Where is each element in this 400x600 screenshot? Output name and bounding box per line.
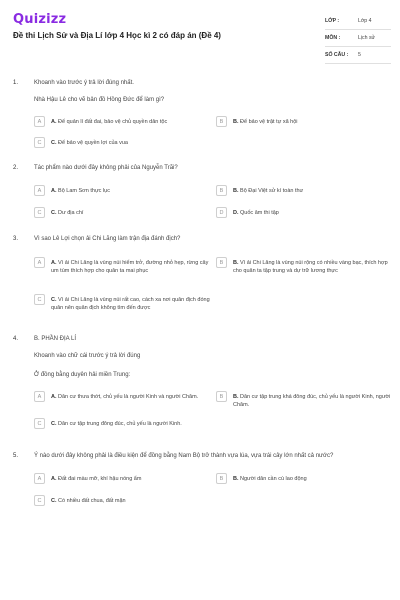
option-box[interactable]: C bbox=[34, 495, 45, 506]
option-letter: D. bbox=[233, 209, 239, 216]
option-c[interactable] bbox=[34, 137, 214, 148]
option-content: Vì ải Chi Lăng là vùng núi rộng có nhiều vàng bạc, thích hợp cho quân ta tập trung và dự trữ lương thực bbox=[233, 259, 388, 274]
option-letter: C. bbox=[51, 420, 57, 427]
question-text: Vì sao Lê Lợi chọn ải Chi Lăng làm trận địa đánh địch? bbox=[34, 236, 181, 242]
meta-row-count bbox=[325, 47, 391, 64]
question-5 bbox=[13, 453, 393, 513]
question-3 bbox=[13, 236, 393, 326]
question-number: 3. bbox=[13, 236, 19, 242]
option-content: Bộ Lam Sơn thực lục bbox=[58, 187, 110, 194]
option-letter: A. bbox=[51, 393, 57, 400]
option-a[interactable] bbox=[34, 185, 214, 196]
option-box[interactable]: C bbox=[34, 294, 45, 305]
question-number: 2. bbox=[13, 165, 19, 171]
option-box[interactable]: B bbox=[216, 257, 227, 268]
option-letter: B. bbox=[233, 187, 239, 194]
option-letter: A. bbox=[51, 259, 57, 266]
option-box[interactable]: C bbox=[34, 418, 45, 429]
meta-value: Lớp 4 bbox=[358, 18, 372, 24]
option-box[interactable]: C bbox=[34, 137, 45, 148]
option-a[interactable] bbox=[34, 473, 214, 484]
question-number: 4. bbox=[13, 336, 19, 342]
option-letter: B. bbox=[233, 475, 239, 482]
option-text bbox=[233, 257, 391, 275]
option-box[interactable]: B bbox=[216, 391, 227, 402]
option-content: Có nhiều đất chua, đất mặn bbox=[58, 497, 126, 504]
option-text bbox=[51, 391, 211, 401]
option-c[interactable] bbox=[34, 294, 214, 312]
option-box[interactable]: B bbox=[216, 185, 227, 196]
meta-value: Lịch sử bbox=[358, 35, 376, 41]
question-text: Ý nào dưới đây không phải là điều kiện để đồng bằng Nam Bộ trở thành vựa lúa, vựa trái cây lớn nhất cả nước? bbox=[34, 453, 334, 459]
option-text bbox=[51, 137, 128, 147]
option-b[interactable] bbox=[216, 473, 386, 484]
meta-value: 5 bbox=[358, 52, 361, 58]
option-letter: B. bbox=[233, 393, 239, 400]
question-4 bbox=[13, 336, 393, 446]
option-text bbox=[51, 294, 211, 312]
option-box[interactable]: A bbox=[34, 473, 45, 484]
option-letter: A. bbox=[51, 118, 57, 125]
option-text bbox=[51, 185, 110, 195]
option-c[interactable] bbox=[34, 418, 214, 429]
option-text bbox=[51, 257, 211, 275]
option-letter: C. bbox=[51, 497, 57, 504]
option-box[interactable]: D bbox=[216, 207, 227, 218]
option-content: Để bảo vệ quyền lợi của vua bbox=[58, 139, 128, 146]
option-a[interactable] bbox=[34, 116, 214, 127]
option-letter: B. bbox=[233, 259, 239, 266]
option-content: Dân cư tập trung khá đông đúc, chủ yếu là người Kinh, người Chăm. bbox=[233, 393, 391, 408]
question-number: 1. bbox=[13, 80, 19, 86]
option-text bbox=[233, 116, 298, 126]
option-box[interactable]: B bbox=[216, 473, 227, 484]
meta-row-class bbox=[325, 13, 391, 30]
option-box[interactable]: A bbox=[34, 185, 45, 196]
option-box[interactable]: A bbox=[34, 257, 45, 268]
question-text: Khoanh vào trước ý trả lời đúng nhất. bbox=[34, 80, 134, 86]
quizizz-logo: Quizizz bbox=[13, 12, 67, 27]
option-content: Bộ Đại Việt sử kí toàn thư bbox=[240, 187, 304, 194]
option-letter: A. bbox=[51, 475, 57, 482]
question-instruction: Khoanh vào chữ cái trước ý trả lời đúng bbox=[34, 353, 141, 359]
option-letter: C. bbox=[51, 139, 57, 146]
option-a[interactable] bbox=[34, 257, 214, 275]
option-content: Dân cư thưa thớt, chủ yếu là người Kinh và người Chăm. bbox=[58, 393, 199, 400]
option-text bbox=[51, 495, 126, 505]
section-heading: B. PHẦN ĐỊA LÍ bbox=[34, 336, 77, 342]
option-letter: C. bbox=[51, 209, 57, 216]
option-text bbox=[233, 391, 391, 409]
option-c[interactable] bbox=[34, 495, 214, 506]
option-c[interactable] bbox=[34, 207, 214, 218]
question-1 bbox=[13, 80, 393, 160]
question-prompt: Ở đồng bằng duyên hải miền Trung: bbox=[34, 372, 131, 378]
option-b[interactable] bbox=[216, 116, 386, 127]
question-number: 5. bbox=[13, 453, 19, 459]
option-b[interactable] bbox=[216, 257, 391, 275]
question-prompt: Nhà Hậu Lê cho vẽ bản đồ Hồng Đức để làm gì? bbox=[34, 97, 165, 103]
worksheet-header bbox=[0, 0, 400, 62]
option-content: Quốc âm thi tập bbox=[240, 209, 279, 216]
option-b[interactable] bbox=[216, 185, 386, 196]
question-text: Tác phẩm nào dưới đây không phải của Nguyễn Trãi? bbox=[34, 165, 178, 171]
option-a[interactable] bbox=[34, 391, 214, 402]
document-title: Đề thi Lịch Sử và Địa Lí lớp 4 Học kì 2 có đáp án (Đề 4) bbox=[13, 31, 221, 40]
meta-table bbox=[325, 13, 391, 64]
option-text bbox=[233, 207, 279, 217]
option-box[interactable]: C bbox=[34, 207, 45, 218]
option-content: Dân cư tập trung đông đúc, chủ yếu là người Kinh. bbox=[58, 420, 182, 427]
option-text bbox=[51, 418, 211, 428]
option-content: Người dân cần cù lao động bbox=[240, 475, 307, 482]
option-text bbox=[51, 116, 167, 126]
option-text bbox=[51, 207, 83, 217]
meta-label: MÔN : bbox=[325, 35, 341, 41]
option-letter: C. bbox=[51, 296, 57, 303]
option-text bbox=[51, 473, 141, 483]
option-content: Dư địa chí bbox=[58, 209, 84, 216]
option-content: Vì ải Chi Lăng là vùng núi hiểm trở, đường nhỏ hẹp, rừng cây um tùm thích hợp cho quân ta mai phục bbox=[51, 259, 209, 274]
option-letter: B. bbox=[233, 118, 239, 125]
option-content: Vì ải Chi Lăng là vùng núi rất cao, cách xa nơi quân địch đóng quân nên quân địch không tìm đến được bbox=[51, 296, 210, 311]
meta-label: SỐ CÂU : bbox=[325, 52, 349, 58]
option-content: Để bảo vệ trật tự xã hội bbox=[240, 118, 298, 125]
option-box[interactable]: B bbox=[216, 116, 227, 127]
question-2 bbox=[13, 165, 393, 225]
meta-label: LỚP : bbox=[325, 18, 340, 24]
option-content: Đất đai màu mỡ, khí hậu nóng ẩm bbox=[58, 475, 142, 482]
option-text bbox=[233, 473, 307, 483]
option-box[interactable]: A bbox=[34, 116, 45, 127]
option-content: Để quản lí đất đai, bảo vệ chủ quyền dân tộc bbox=[58, 118, 168, 125]
option-text bbox=[233, 185, 303, 195]
option-d[interactable] bbox=[216, 207, 386, 218]
option-box[interactable]: A bbox=[34, 391, 45, 402]
option-letter: A. bbox=[51, 187, 57, 194]
option-b[interactable] bbox=[216, 391, 391, 409]
meta-row-subject bbox=[325, 30, 391, 47]
